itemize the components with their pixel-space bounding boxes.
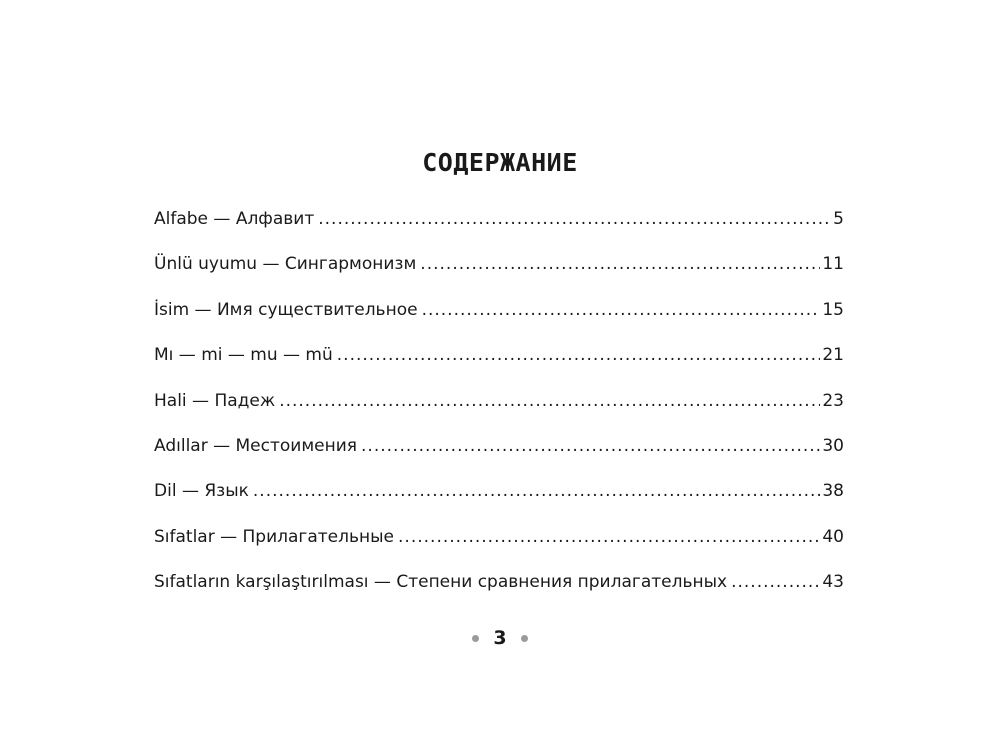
toc-entry-title: Sıfatlar — Прилагательные (154, 526, 395, 547)
toc-entry[interactable] (154, 567, 844, 612)
table-of-contents (154, 204, 844, 613)
toc-page-number: 11 (822, 254, 844, 275)
toc-entry[interactable] (154, 431, 844, 476)
toc-dot-leader (420, 249, 820, 279)
page-footer (0, 627, 1000, 649)
page-title: СОДЕРЖАНИЕ (422, 147, 578, 177)
toc-entry[interactable] (154, 204, 844, 249)
toc-entry[interactable] (154, 386, 844, 431)
toc-page-number: 43 (822, 572, 844, 593)
toc-entry-title: Hali — Падеж (154, 390, 276, 411)
toc-page-number: 21 (822, 345, 844, 366)
toc-entry[interactable] (154, 476, 844, 521)
toc-page-number: 40 (822, 526, 844, 547)
bullet-dot-icon (472, 635, 479, 642)
toc-dot-leader (361, 431, 820, 461)
bullet-dot-icon (521, 635, 528, 642)
toc-dot-leader (398, 522, 820, 552)
toc-dot-leader (422, 295, 821, 325)
toc-dot-leader (253, 476, 820, 506)
toc-entry-title: Sıfatların karşılaştırılması — Степени сравнения прилагательных (154, 572, 728, 593)
toc-dot-leader (731, 567, 820, 597)
toc-entry-title: Dil — Язык (154, 481, 249, 502)
toc-dot-leader (337, 340, 821, 370)
toc-entry-title: Mı — mi — mu — mü (154, 345, 333, 366)
toc-entry[interactable] (154, 249, 844, 294)
toc-dot-leader (279, 386, 820, 416)
toc-page-number: 15 (822, 299, 844, 320)
toc-entry-title: Ünlü uyumu — Сингармонизм (154, 254, 417, 275)
toc-page-number: 23 (822, 390, 844, 411)
toc-page-number: 30 (822, 435, 844, 456)
toc-entry[interactable] (154, 522, 844, 567)
toc-entry[interactable] (154, 340, 844, 385)
toc-page-number: 5 (833, 209, 844, 229)
page-number: 3 (493, 627, 507, 649)
toc-entry-title: Adıllar — Местоимения (154, 435, 358, 456)
toc-entry-title: İsim — Имя существительное (154, 299, 418, 320)
toc-entry-title: Alfabe — Алфавит (154, 209, 315, 229)
toc-page-number: 38 (822, 481, 844, 502)
toc-entry[interactable] (154, 295, 844, 340)
toc-dot-leader (318, 204, 831, 234)
